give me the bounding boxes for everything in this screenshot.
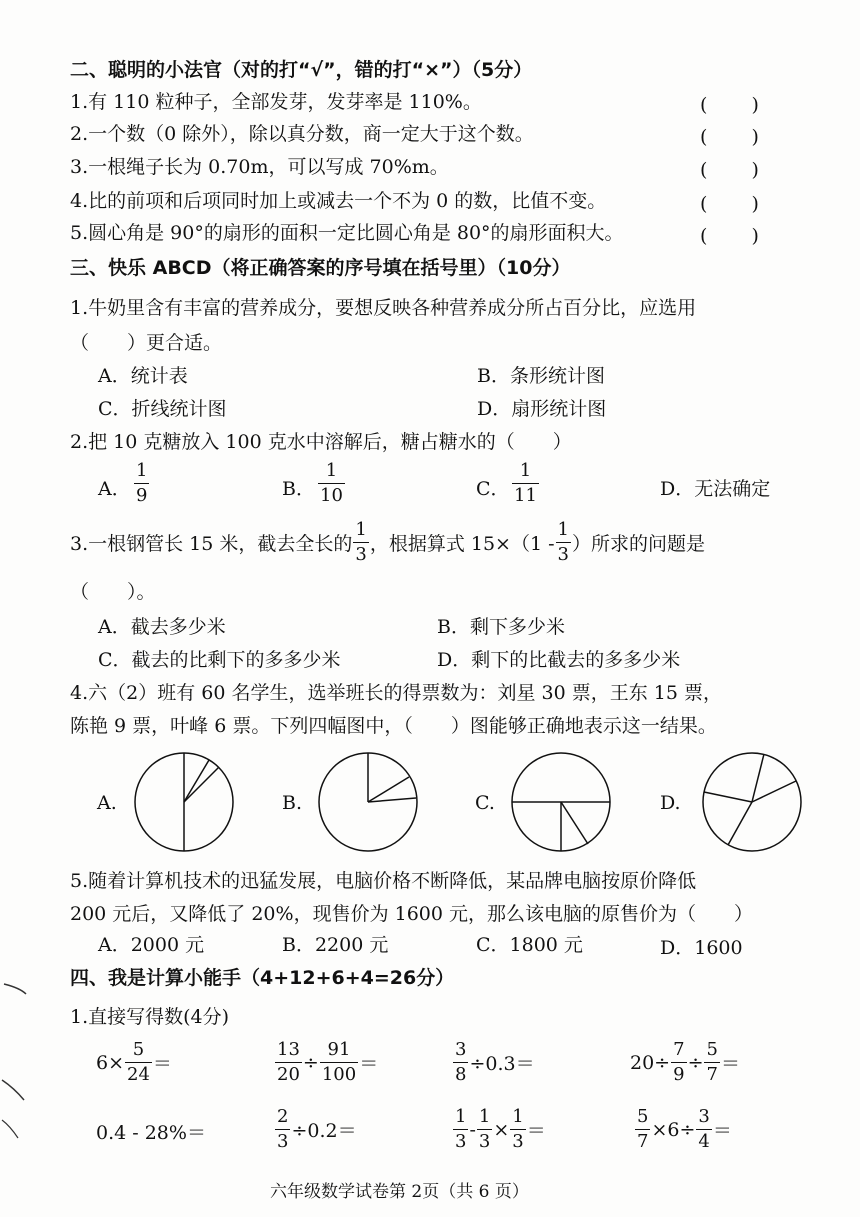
q2-option-a-label[interactable]: A． [98,478,131,500]
fraction-numerator: 5 [637,1106,649,1127]
expr-text: ＝ [526,1120,546,1142]
q2-option-b-label[interactable]: B． [282,478,315,500]
q3-fraction-2 [556,520,571,565]
expr-text: 20÷ [630,1051,671,1074]
q4-option-b-label[interactable]: B. [282,792,303,814]
expr-text: 6× [96,1051,125,1074]
fraction [275,1107,290,1152]
fraction [477,1107,492,1152]
fraction-denominator: 9 [673,1064,685,1085]
fraction-numerator: 1 [355,519,367,540]
q4-pie-d [702,752,802,852]
q5-option-b[interactable]: B．2200 元 [282,934,389,956]
q2-stem: 2.把 10 克糖放入 100 克水中溶解后，糖占糖水的（ ） [70,431,572,453]
q4-option-c-label[interactable]: C. [475,792,495,814]
q4-pie-c [511,752,611,852]
expr-text: ÷ [687,1051,704,1074]
q4-option-a-label[interactable]: A. [97,792,117,814]
fraction-denominator: 10 [320,485,343,506]
fraction-denominator: 3 [277,1131,289,1152]
section4-title: 四、我是计算小能手（4+12+6+4=26分） [70,967,455,989]
q1-stem-line2: （ ）更合适。 [70,332,223,354]
expr-text: - [469,1118,476,1141]
fraction-denominator: 3 [455,1131,467,1152]
answer-blank-5[interactable]: ( ) [700,225,759,247]
q3-option-b[interactable]: B．剩下多少米 [437,616,565,638]
calc-expression-8 [634,1107,732,1152]
fraction-numerator: 1 [455,1106,467,1127]
q1-option-d[interactable]: D．扇形统计图 [477,398,607,420]
q4-stem-line1: 4.六（2）班有 60 名学生，选举班长的得票数为：刘星 30 票，王东 15 票， [70,682,722,704]
q4-option-d-label[interactable]: D. [660,792,681,814]
q3-option-c[interactable]: C．截去的比剩下的多多少米 [98,649,341,671]
fraction-numerator: 1 [325,460,338,481]
fraction [125,1040,152,1085]
q5-option-a[interactable]: A．2000 元 [98,934,205,956]
expr-text: ＝ [720,1053,740,1075]
q4-pie-a [134,752,234,852]
fraction-numerator: 5 [706,1039,718,1060]
q3-stem-mid: ，根据算式 15×（1 - [369,533,555,555]
expr-text: ＝ [152,1053,172,1075]
q3-option-a[interactable]: A．截去多少米 [98,616,226,638]
section4-subtitle: 1.直接写得数(4分) [70,1006,230,1028]
q3-option-d[interactable]: D．剩下的比截去的多多少米 [437,649,681,671]
q5-option-d[interactable]: D．1600 [660,937,743,959]
fraction-denominator: 3 [478,1131,491,1152]
fraction [510,1107,525,1152]
fraction-denominator: 20 [277,1064,300,1085]
calc-expression-1 [96,1040,172,1085]
calc-expression-3 [452,1040,535,1085]
calc-expression-4 [630,1040,740,1085]
fraction-numerator: 3 [698,1106,710,1127]
fraction-numerator: 13 [277,1039,300,1060]
fraction-denominator: 3 [512,1131,524,1152]
fraction-denominator: 3 [355,544,367,565]
fraction-numerator: 1 [557,519,569,540]
page-footer: 六年级数学试卷第 2页（共 6 页） [270,1182,529,1202]
answer-blank-2[interactable]: ( ) [700,126,759,148]
fraction-denominator: 3 [557,544,569,565]
expr-text: ÷0.3＝ [469,1053,535,1075]
fraction [275,1040,302,1085]
fraction-numerator: 1 [478,1106,491,1127]
judge-item-3: 3.一根绳子长为 0.70m，可以写成 70%m。 [70,156,449,178]
fraction [696,1107,711,1152]
answer-blank-1[interactable]: ( ) [700,94,759,116]
q3-stem-post: ）所求的问题是 [571,533,705,555]
q5-option-c[interactable]: C．1800 元 [476,934,583,956]
judge-item-4: 4.比的前项和后项同时加上或减去一个不为 0 的数，比值不变。 [70,190,607,212]
fraction-numerator: 1 [136,460,148,481]
q5-stem-line1: 5.随着计算机技术的迅猛发展，电脑价格不断降低，某品牌电脑按原价降低 [70,870,697,892]
q2-option-c-fraction [512,461,539,506]
q2-option-d[interactable]: D．无法确定 [660,478,771,500]
expr-text: ÷ [302,1051,319,1074]
judge-item-2: 2.一个数（0 除外），除以真分数，商一定大于这个数。 [70,123,534,145]
fraction-numerator: 2 [277,1106,289,1127]
q4-stem-line2: 陈艳 9 票，叶峰 6 票。下列四幅图中，（ ）图能够正确地表示这一结果。 [70,715,717,737]
q2-option-a-fraction [134,461,149,506]
q3-stem-pre: 3.一根钢管长 15 米，截去全长的 [70,533,353,555]
q2-option-b-fraction [318,461,345,506]
fraction-numerator: 7 [673,1039,685,1060]
answer-blank-4[interactable]: ( ) [700,193,759,215]
section3-title: 三、快乐 ABCD（将正确答案的序号填在括号里）（10分） [70,257,571,279]
q3-stem-line1 [70,520,705,565]
expr-text: × [493,1118,510,1141]
fraction-denominator: 24 [127,1064,150,1085]
fraction-denominator: 8 [455,1064,467,1085]
fraction-denominator: 4 [698,1131,710,1152]
fraction-numerator: 91 [327,1039,351,1060]
q1-option-a[interactable]: A．统计表 [98,365,188,387]
fraction-denominator: 9 [136,485,148,506]
fraction [671,1040,686,1085]
fraction [635,1107,650,1152]
fraction [320,1040,358,1085]
fraction [453,1107,468,1152]
answer-blank-3[interactable]: ( ) [700,159,759,181]
expr-text: ×6÷ [651,1118,696,1141]
q1-stem-line1: 1.牛奶里含有丰富的营养成分，要想反映各种营养成分所占百分比，应选用 [70,297,697,319]
fraction [704,1040,719,1085]
calc-expression-5: 0.4 - 28%＝ [96,1122,206,1144]
fraction-denominator: 7 [637,1131,649,1152]
q1-option-c[interactable]: C．折线统计图 [98,398,227,420]
section2-title: 二、聪明的小法官（对的打“√”，错的打“×”）（5分） [70,59,533,81]
fraction-numerator: 3 [455,1039,467,1060]
q4-pie-b [318,752,418,852]
calc-expression-7 [452,1107,546,1152]
fraction-numerator: 1 [519,460,532,481]
q2-option-c-label[interactable]: C． [476,478,510,500]
fraction-numerator: 5 [132,1039,145,1060]
fraction [453,1040,468,1085]
calc-expression-2 [274,1040,378,1085]
q1-option-b[interactable]: B．条形统计图 [477,365,605,387]
q3-fraction-1 [353,520,368,565]
calc-expression-6 [274,1107,357,1152]
expr-text: ÷0.2＝ [291,1120,357,1142]
q5-stem-line2: 200 元后，又降低了 20%，现售价为 1600 元，那么该电脑的原售价为（ ） [70,903,754,925]
fraction-denominator: 100 [321,1064,357,1085]
judge-item-5: 5.圆心角是 90°的扇形的面积一定比圆心角是 80°的扇形面积大。 [70,222,624,244]
q3-stem-line2: （ ）。 [70,581,156,603]
fraction-numerator: 1 [512,1106,524,1127]
fraction-denominator: 11 [514,485,537,506]
expr-text: ＝ [359,1053,379,1075]
scan-mark-decoration [0,980,40,1160]
expr-text: ＝ [712,1120,732,1142]
fraction-denominator: 7 [706,1064,718,1085]
judge-item-1: 1.有 110 粒种子，全部发芽，发芽率是 110%。 [70,91,482,113]
